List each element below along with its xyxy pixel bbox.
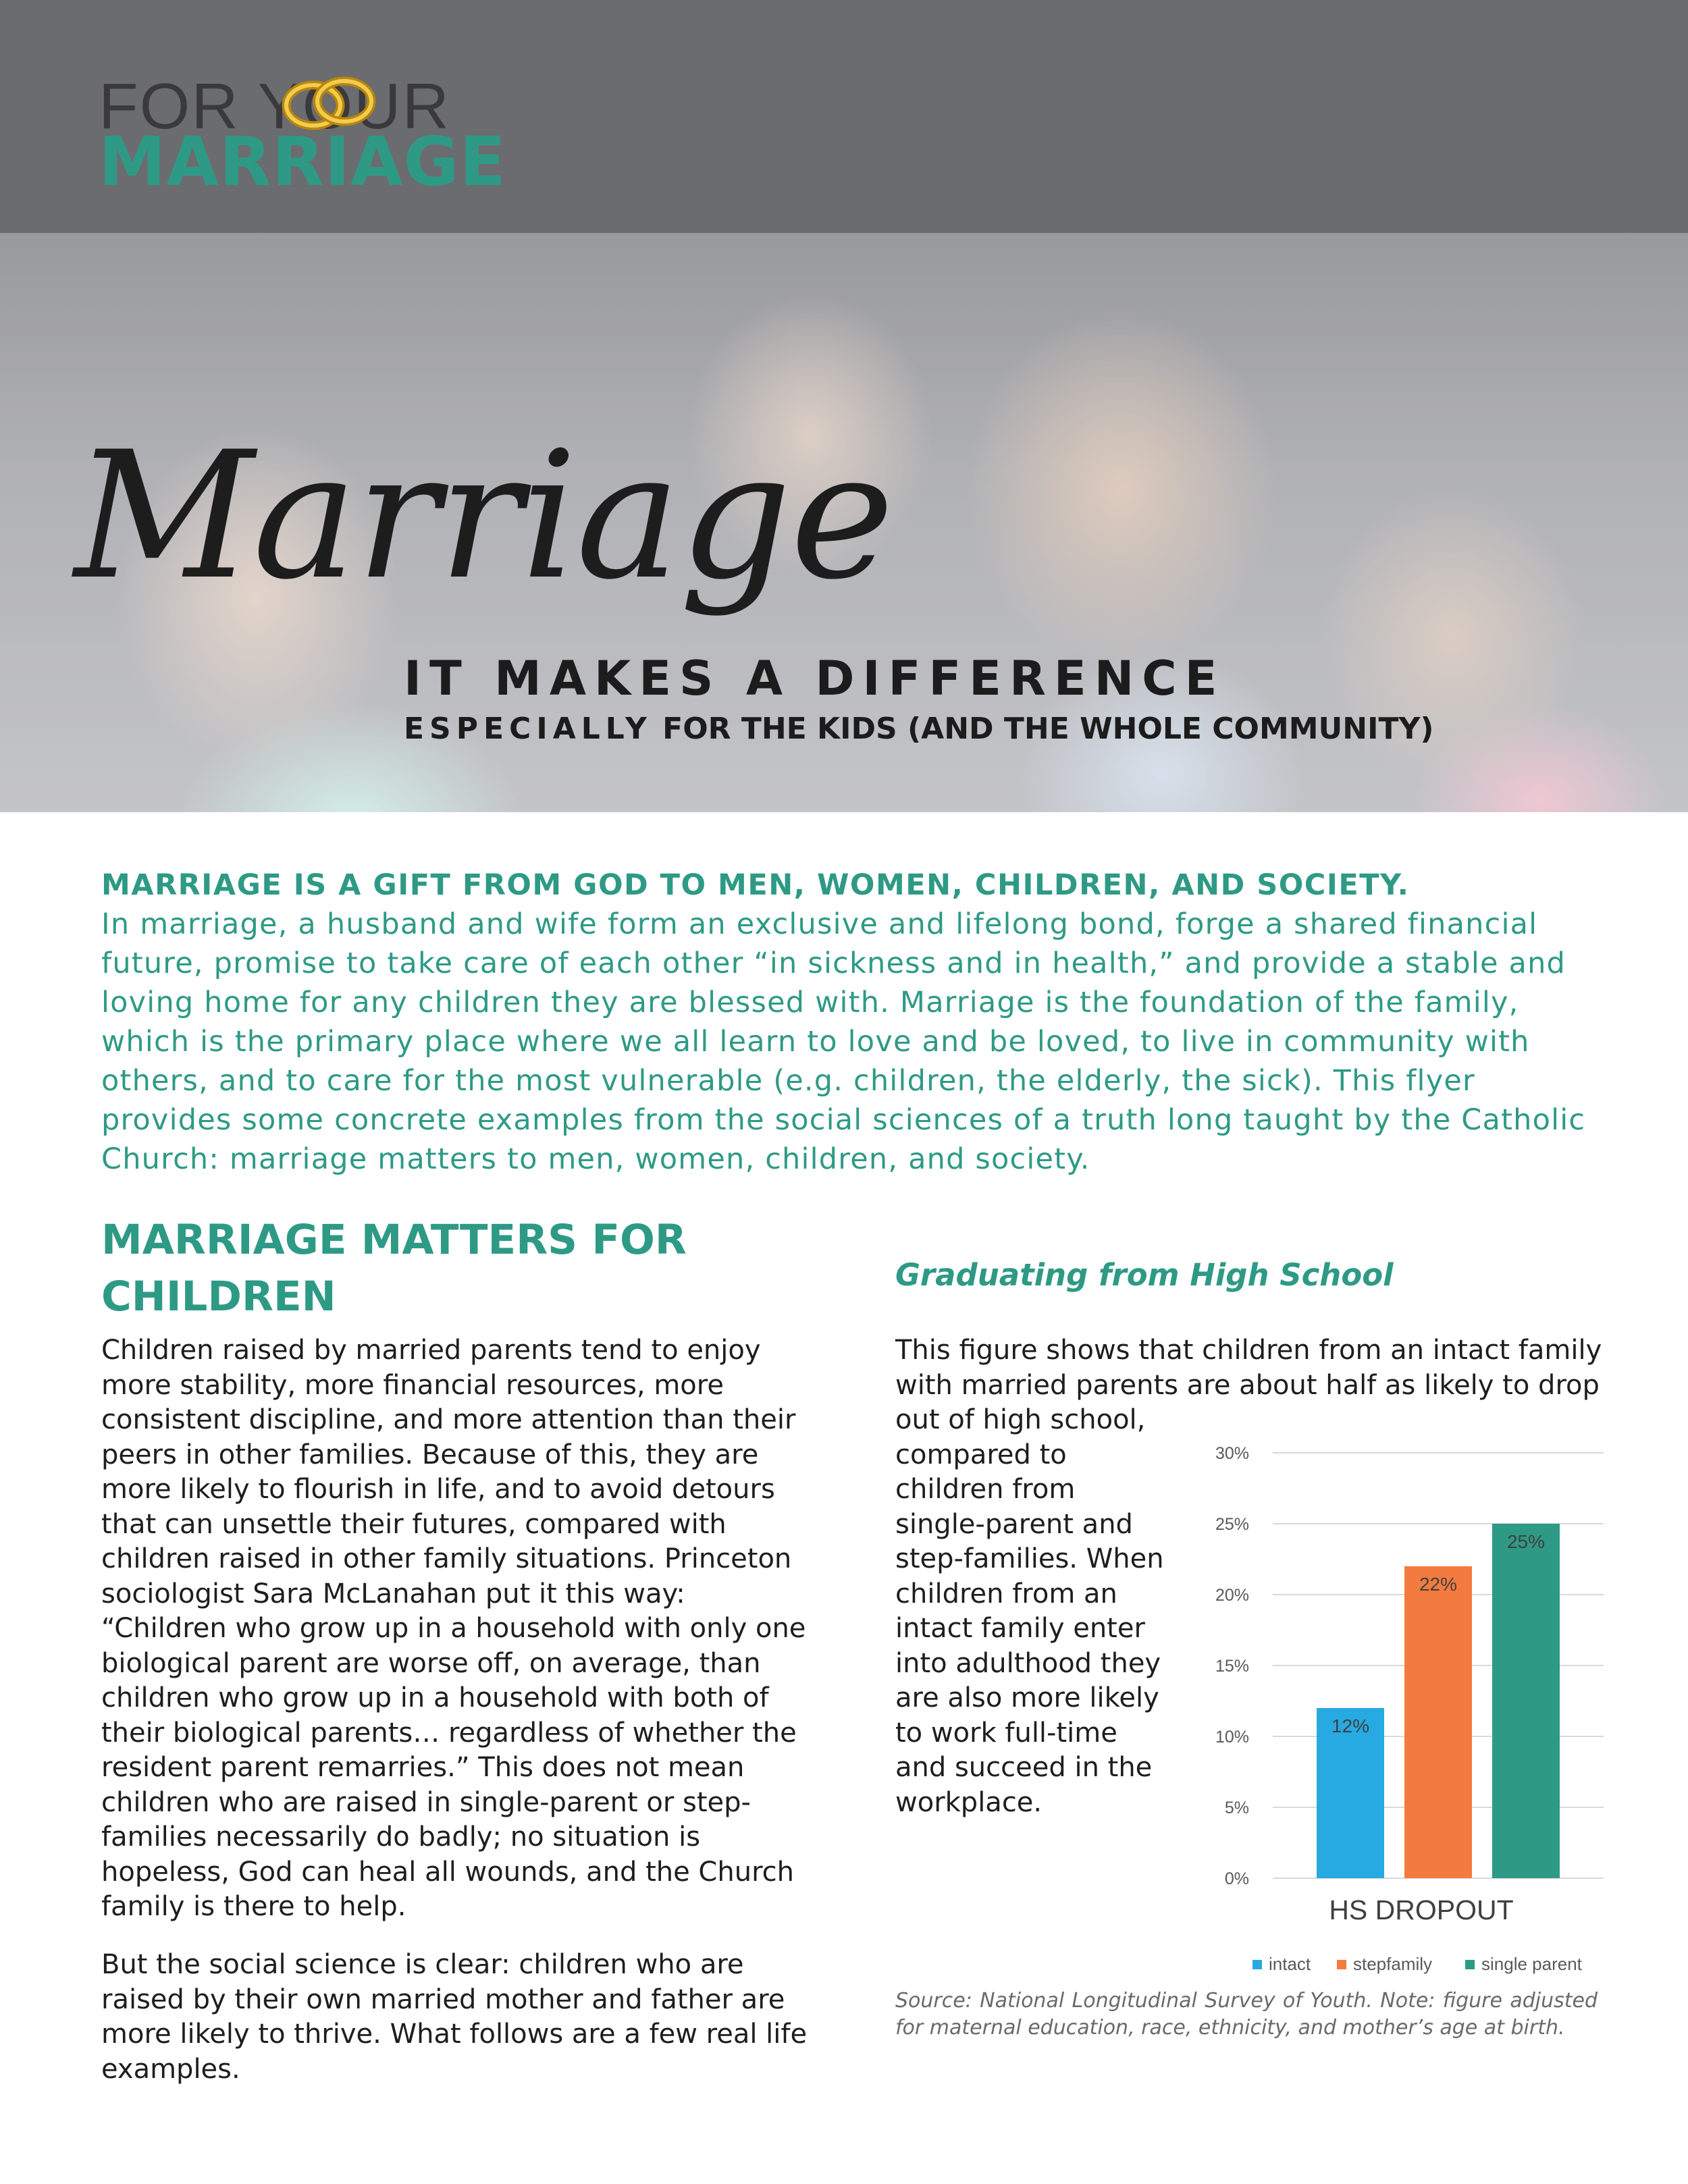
children-paragraph-2: But the social science is clear: children who are raised by their own married mother and father are more likely to thrive. What follows are a few real life examples. bbox=[101, 1949, 808, 2085]
figure-text-line: intact family enter bbox=[895, 1613, 1145, 1644]
figure-text-line: children from bbox=[895, 1474, 1076, 1505]
figure-text-line: into adulthood they bbox=[895, 1647, 1161, 1679]
legend-label: stepfamily bbox=[1353, 1954, 1433, 1974]
figure-text-line: out of high school, bbox=[895, 1404, 1146, 1435]
figure-text-line: and succeed in the bbox=[895, 1752, 1153, 1783]
for-your-marriage-logo[interactable] bbox=[99, 62, 585, 201]
intro-body: In marriage, a husband and wife form an exclusive and lifelong bond, forge a shared financial future, promise to take care of each other “in sickness and in health,” and provide a stable and loving home for any children they are blessed with. Marriage is the foundation of the family, which is the primary place where we all learn to love and be loved, to live in community with others, and to care for the most vulnerable (e.g. children, the elderly, the sick). This flyer provides some concrete examples from the social sciences of a truth long taught by the Catholic Church: marriage matters to men, women, children, and society. bbox=[101, 907, 1586, 1176]
figure-title: Graduating from High School bbox=[895, 1257, 1394, 1293]
y-tick-label: 20% bbox=[1215, 1586, 1249, 1605]
figure-text-line: compared to bbox=[895, 1439, 1067, 1470]
figure-text-line: children from an bbox=[895, 1578, 1117, 1609]
legend-swatch bbox=[1465, 1960, 1475, 1969]
hero-subtitle: IT MAKES A DIFFERENCE bbox=[404, 651, 1225, 706]
figure-text-line: to work full-time bbox=[895, 1717, 1117, 1749]
y-tick-label: 25% bbox=[1215, 1515, 1249, 1534]
figure-text-line: are also more likely bbox=[895, 1682, 1159, 1713]
bar-single-parent bbox=[1492, 1524, 1560, 1878]
logo-marriage-text: MARRIAGE bbox=[99, 122, 506, 201]
y-tick-label: 0% bbox=[1224, 1869, 1249, 1888]
hero-tagline bbox=[404, 714, 1433, 744]
figure-text-line: step-families. When bbox=[895, 1543, 1164, 1574]
legend-swatch bbox=[1252, 1960, 1262, 1969]
logo-for-your-text: FOR YOUR bbox=[99, 70, 450, 142]
data-label: 22% bbox=[1419, 1574, 1458, 1595]
figure-text-line: with married parents are about half as likely to drop bbox=[895, 1369, 1600, 1401]
legend-swatch bbox=[1337, 1960, 1346, 1969]
y-tick-label: 10% bbox=[1215, 1728, 1249, 1747]
intro-section bbox=[101, 865, 1607, 1179]
hs-dropout-bar-chart bbox=[1175, 1431, 1607, 1992]
y-tick-label: 30% bbox=[1215, 1444, 1249, 1463]
intro-heading: MARRIAGE IS A GIFT FROM GOD TO MEN, WOMEN, CHILDREN, AND SOCIETY. bbox=[101, 868, 1410, 902]
hero-banner bbox=[0, 233, 1688, 812]
y-tick-label: 5% bbox=[1224, 1799, 1249, 1817]
section-heading: MARRIAGE MATTERS FOR CHILDREN bbox=[101, 1216, 687, 1321]
x-category-label: HS DROPOUT bbox=[1329, 1894, 1514, 1925]
figure-text-line: workplace. bbox=[895, 1786, 1043, 1818]
figure-source-note: Source: National Longitudinal Survey of Youth. Note: figure adjusted for maternal education, race, ethnicity, and mother’s age at birth. bbox=[895, 1989, 1598, 2040]
y-tick-label: 15% bbox=[1215, 1657, 1249, 1676]
figure-text-line: single-parent and bbox=[895, 1508, 1133, 1540]
hero-title: Marriage bbox=[74, 415, 893, 618]
children-paragraph-1: Children raised by married parents tend to enjoy more stability, more financial resources, more consistent discipline, and more attention than their peers in other families. Because of this, they are more likely to flourish in life, and to avoid detours that can unsettle their futures, compared with children raised in other family situations. Princeton sociologist Sara McLanahan put it this way: “Children who grow up in a household with only one biological parent are worse off, on average, than children who grow up in a household with both of their biological parents… regardless of whether the resident parent remarries.” This does not mean children who are raised in single-parent or step-families necessarily do badly; no situation is hopeless, God can heal all wounds, and the Church family is there to help. bbox=[101, 1335, 806, 1922]
figure-text-line: This figure shows that children from an intact family bbox=[895, 1335, 1602, 1366]
data-label: 25% bbox=[1506, 1531, 1546, 1552]
legend-label: intact bbox=[1269, 1954, 1311, 1974]
hero-tagline-rest: FOR THE KIDS (AND THE WHOLE COMMUNITY) bbox=[652, 712, 1434, 746]
data-label: 12% bbox=[1331, 1715, 1370, 1736]
legend-label: single parent bbox=[1481, 1954, 1582, 1974]
bar-stepfamily bbox=[1404, 1566, 1472, 1878]
hero-tagline-especially: ESPECIALLY bbox=[404, 712, 652, 746]
